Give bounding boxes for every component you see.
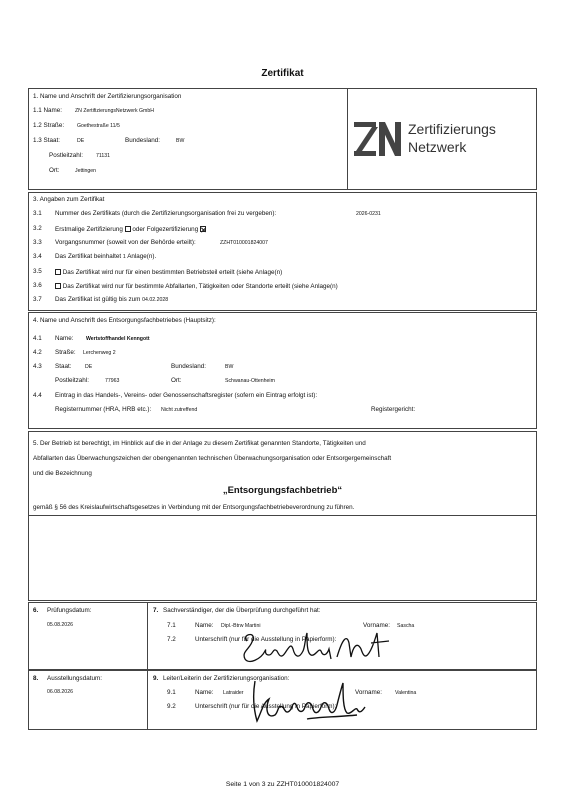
s4-state-value: DE	[85, 364, 93, 370]
s1-name-value: ZN ZertifizierungsNetzwerk GmbH	[75, 108, 154, 114]
leader-signature-icon	[247, 679, 377, 725]
zn-logo	[354, 117, 534, 161]
s7-heading-num: 7.	[153, 607, 159, 614]
section-4-heading: 4. Name und Anschrift des Entsorgungsfachbetriebes (Hauptsitz):	[33, 317, 216, 324]
s3-r4-value: 1	[122, 254, 126, 260]
s5-line1: 5. Der Betrieb ist berechtigt, im Hinblick auf die in der Anlage zu diesem Zertifikat genannten Standorte, Tätigkeiten und	[33, 440, 366, 447]
expert-signature-icon	[239, 629, 409, 669]
s4-street-label: Straße:	[55, 349, 76, 356]
s5-designation: „Entsorgungsfachbetrieb“	[222, 485, 343, 496]
s4-reg-text: Eintrag in das Handels-, Vereins- oder Genossenschaftsregister (sofern ein Eintrag erfolgt ist):	[55, 392, 318, 399]
s3-r2-text-b: oder Folgezertifizierung	[132, 226, 199, 233]
s9-name-num: 9.1	[167, 689, 176, 696]
s3-r6-num: 3.6	[33, 282, 42, 289]
s3-r6-row	[55, 283, 338, 290]
s4-street-value: Lerchenweg 2	[83, 350, 116, 356]
zn-logo-line2: Netzwerk	[408, 139, 467, 155]
zn-logo-mark-icon	[354, 122, 402, 156]
s1-state-label: 1.3 Staat:	[33, 137, 60, 144]
section-4-box	[28, 312, 537, 429]
s4-name-value: Wertstoffhandel Kenngott	[86, 336, 150, 342]
s1-street-value: Goethestraße 11/5	[77, 123, 120, 129]
s9-heading: Leiter/Leiterin der Zertifizierungsorganisation:	[163, 675, 290, 682]
s3-r4-text-b: Anlage(n).	[127, 253, 157, 260]
s3-r3-value: ZZHT010001824007	[220, 240, 268, 246]
s9-name-value: Latraider	[223, 690, 244, 696]
specific-waste-checkbox[interactable]	[55, 283, 61, 289]
s3-r1-text: Nummer des Zertifikats (durch die Zertifizierungsorganisation frei zu vergeben):	[55, 210, 277, 217]
follow-up-certification-checkbox[interactable]	[200, 226, 206, 232]
s1-street-label: 1.2 Straße:	[33, 122, 65, 129]
s1-bundesland-value: BW	[176, 138, 185, 144]
s8-heading: Ausstellungsdatum:	[47, 675, 102, 682]
s9-vorname-label: Vorname:	[355, 689, 382, 696]
s3-r3-text: Vorgangsnummer (soweit von der Behörde erteilt):	[55, 239, 196, 246]
partial-operation-checkbox[interactable]	[55, 269, 61, 275]
s3-r6-text: Das Zertifikat wird nur für bestimmte Abfallarten, Tätigkeiten oder Standorte erteilt (siehe Anlage(n)	[62, 283, 338, 290]
s3-r4-num: 3.4	[33, 253, 42, 260]
s4-court-label: Registergericht:	[371, 406, 416, 413]
s4-regnr-label: Registernummer (HRA, HRB etc.):	[55, 406, 152, 413]
s9-heading-num: 9.	[153, 675, 159, 682]
section-3-box	[28, 192, 537, 311]
s7-heading: Sachverständiger, der die Überprüfung durchgeführt hat:	[163, 607, 321, 614]
s3-r2-text-a: Erstmalige Zertifizierung	[55, 226, 123, 233]
s4-name-num: 4.1	[33, 335, 42, 342]
s7-vorname-label: Vorname:	[363, 622, 390, 629]
s7-name-num: 7.1	[167, 622, 176, 629]
s4-street-num: 4.2	[33, 349, 42, 356]
s7-sig-label: Unterschrift (nur für die Ausstellung in Papierform):	[195, 636, 337, 643]
s3-r3-num: 3.3	[33, 239, 42, 246]
s4-state-num: 4.3	[33, 363, 42, 370]
s4-ort-value: Schwanau-Ottenheim	[225, 378, 275, 384]
s7-name-label: Name:	[195, 622, 214, 629]
section-1-box	[28, 88, 537, 190]
s4-plz-label: Postleitzahl:	[55, 377, 89, 384]
s9-sig-label: Unterschrift (nur für die Ausstellung in Papierform):	[195, 703, 337, 710]
document-title: Zertifikat	[261, 68, 304, 79]
s4-name-label: Name:	[55, 335, 74, 342]
s7-name-value: Dipl.-Btrw Martini	[221, 623, 261, 629]
s5-separator	[29, 515, 536, 516]
s7-vorname-value: Sascha	[397, 623, 415, 629]
s3-r5-row	[55, 269, 282, 276]
s4-state-label: Staat:	[55, 363, 72, 370]
s9-sig-num: 9.2	[167, 703, 176, 710]
section-1-divider	[347, 89, 348, 189]
s6-date: 05.08.2026	[47, 622, 73, 628]
s4-bundesland-value: BW	[225, 364, 234, 370]
s3-r7-value: 04.02.2028	[142, 297, 169, 303]
first-certification-checkbox[interactable]	[125, 226, 131, 232]
s1-plz-value: 71131	[96, 153, 111, 159]
s5-line4: gemäß § 56 des Kreislaufwirtschaftsgesetzes in Verbindung mit der Entsorgungsfachbetriebeverordnung zu führen.	[33, 504, 355, 511]
s3-r7-row	[55, 297, 168, 303]
s7-sig-num: 7.2	[167, 636, 176, 643]
s8-date: 06.08.2026	[47, 689, 73, 695]
s1-ort-label: Ort:	[49, 167, 60, 174]
s4-regnr-value: Nicht zutreffend	[161, 407, 198, 413]
section-1-heading: 1. Name und Anschrift der Zertifizierungsorganisation	[33, 93, 182, 100]
s4-reg-num: 4.4	[33, 392, 42, 399]
page-footer: Seite 1 von 3 zu ZZHT010001824007	[225, 781, 340, 788]
s9-name-label: Name:	[195, 689, 214, 696]
s3-r5-num: 3.5	[33, 268, 42, 275]
section-5-box	[28, 431, 537, 601]
s4-ort-label: Ort:	[171, 377, 182, 384]
s5-line2: Abfallarten das Überwachungszeichen der obengenannten technischen Überwachungsorganisation oder Entsorgergemeinschaft	[33, 455, 392, 462]
s9-vorname-value: Valentina	[395, 690, 417, 696]
s3-r5-text: Das Zertifikat wird nur für einen bestimmten Betriebsteil erteilt (siehe Anlage(n)	[62, 269, 283, 276]
s8-heading-num: 8.	[33, 675, 39, 682]
s1-name-label: 1.1 Name:	[33, 107, 63, 114]
s5-line3: und die Bezeichnung	[33, 470, 92, 477]
s1-bundesland-label: Bundesland:	[125, 137, 161, 144]
s1-plz-label: Postleitzahl:	[49, 152, 83, 159]
s3-r1-num: 3.1	[33, 210, 42, 217]
s3-r2-row	[55, 226, 206, 233]
section-6-divider	[147, 603, 148, 669]
zn-logo-line1: Zertifizierungs	[408, 121, 496, 137]
s3-r1-value: 2026-0231	[356, 211, 381, 217]
s3-r2-num: 3.2	[33, 225, 42, 232]
s1-ort-value: Jettingen	[75, 168, 97, 174]
s6-heading: Prüfungsdatum:	[47, 607, 92, 614]
s3-r7-num: 3.7	[33, 296, 42, 303]
section-8-9-box	[28, 670, 537, 730]
s3-r4-text-a: Das Zertifikat beinhaltet	[55, 253, 122, 260]
section-8-divider	[147, 671, 148, 729]
s3-r7-text: Das Zertifikat ist gültig bis zum	[55, 296, 141, 303]
s3-r4-row	[55, 254, 156, 260]
section-3-heading: 3. Angaben zum Zertifikat	[33, 196, 105, 203]
s6-heading-num: 6.	[33, 607, 39, 614]
s4-plz-value: 77963	[105, 378, 120, 384]
section-6-7-box	[28, 602, 537, 670]
s4-bundesland-label: Bundesland:	[171, 363, 207, 370]
s1-state-value: DE	[77, 138, 85, 144]
